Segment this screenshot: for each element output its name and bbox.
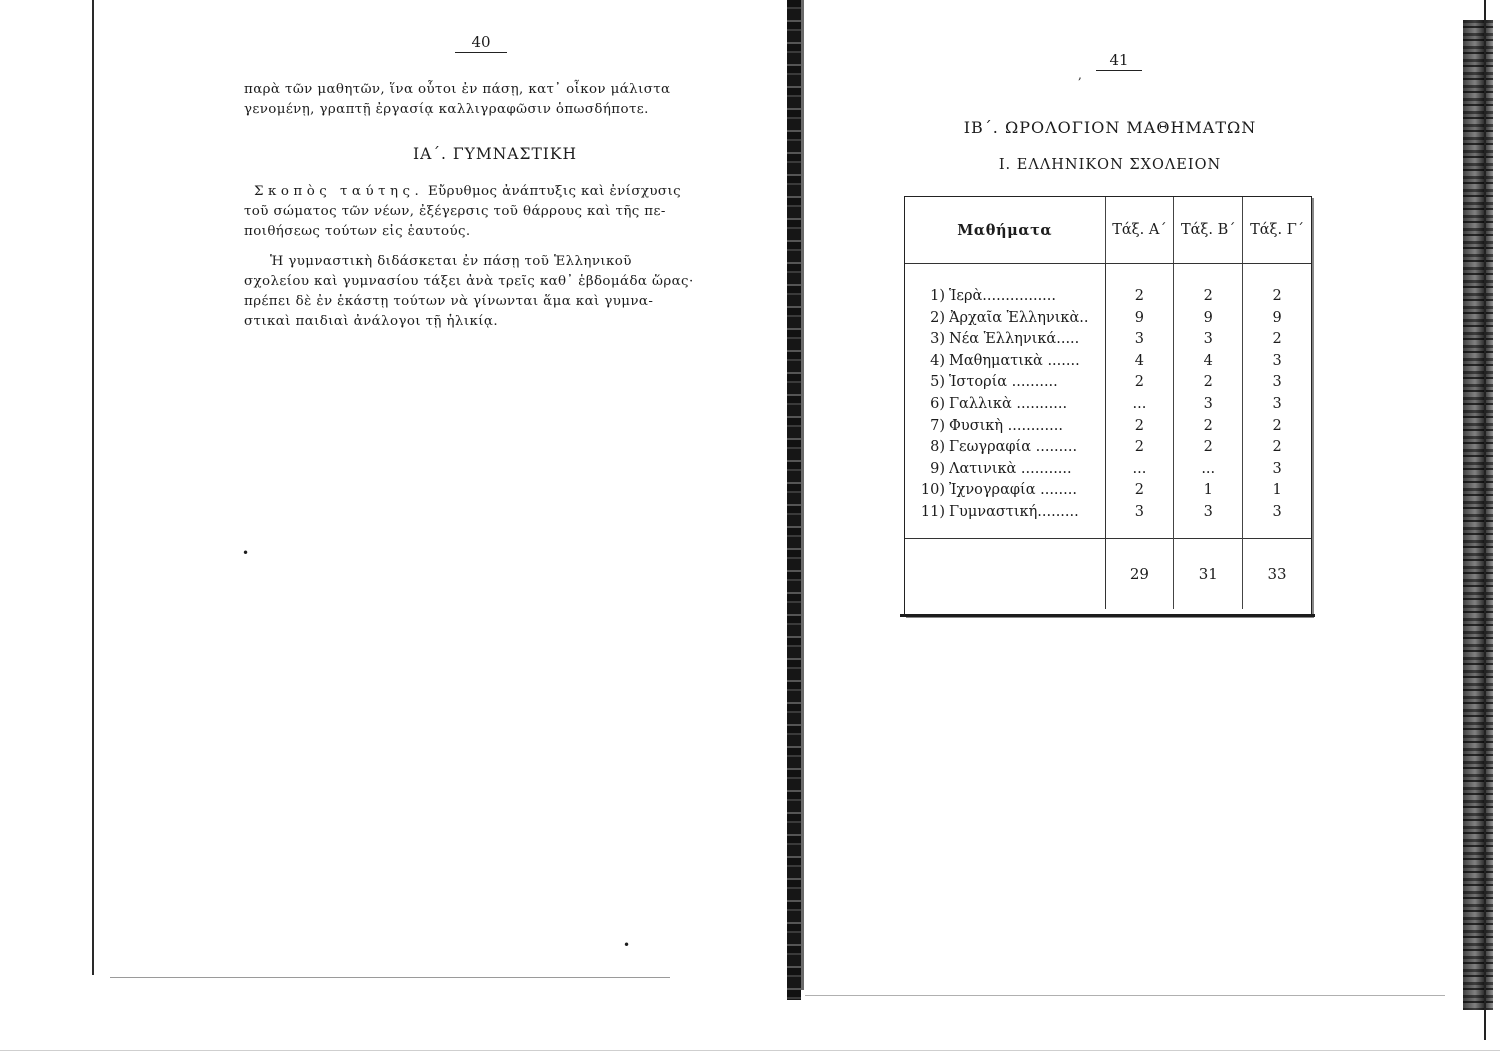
subject-number: 11) (920, 503, 945, 520)
text-line: Ἡ γυμναστικὴ διδάσκεται ἐν πάσῃ τοῦ Ἑλληνικοῦ (270, 254, 632, 269)
right-page-bottom-edge (805, 995, 1445, 996)
hours-cell: 3 (1272, 374, 1282, 391)
subject-name: Ἰχνογραφία ........ (949, 482, 1077, 499)
left-page-bottom-edge (110, 977, 670, 978)
timetable (904, 196, 1312, 616)
page-number-left (455, 33, 507, 53)
subject-name: Γαλλικὰ ........... (949, 395, 1068, 412)
hours-cell: 4 (1134, 352, 1145, 369)
hours-cell: 3 (1134, 503, 1145, 520)
subject-row (905, 353, 1105, 375)
section-heading: ΙΑ΄. ΓΥΜΝΑΣΤΙΚΗ (412, 145, 578, 163)
text-line (244, 182, 706, 202)
paragraph-gymnastics (244, 252, 706, 332)
page-number-right (1096, 51, 1142, 71)
paragraph-purpose (244, 182, 706, 242)
class-c-column (1243, 264, 1311, 542)
subject-row (905, 418, 1105, 440)
ink-speck: • (623, 938, 631, 952)
subject-name: Νέα Ἑλληνικά..... (949, 331, 1080, 348)
total-class-c: 33 (1267, 565, 1287, 583)
subject-number: 5) (930, 374, 945, 391)
page-number-text: 41 (1109, 51, 1129, 69)
hours-cell: 3 (1203, 395, 1213, 412)
subject-number: 2) (930, 309, 945, 326)
subject-number: 10) (920, 482, 945, 499)
totals-blank-cell (905, 539, 1106, 609)
hours-cell: 9 (1272, 309, 1282, 326)
left-page-edge (92, 0, 94, 975)
hours-cell: 3 (1272, 460, 1282, 477)
hours-cell: 2 (1203, 439, 1213, 456)
text-line: τοῦ σώματος τῶν νέων, ἐξέγερσις τοῦ θάρρους καὶ τῆς πε- (244, 204, 666, 219)
page-subtitle: Ι. ΕΛΛΗΝΙΚΟΝ ΣΧΟΛΕΙΟΝ (998, 157, 1222, 173)
subject-number: 7) (930, 417, 945, 434)
hours-cell: ... (1132, 395, 1147, 412)
hours-cell: 2 (1203, 374, 1213, 391)
header-class-a: Τάξ. Α΄ (1106, 197, 1175, 263)
hours-cell: 2 (1134, 482, 1145, 499)
hours-cell: 2 (1134, 417, 1145, 434)
page-number-rule (1096, 70, 1142, 71)
subject-name: Φυσικὴ ............ (949, 417, 1063, 434)
scan-bottom-edge (0, 1050, 1500, 1051)
subject-row (905, 374, 1105, 396)
hours-cell: 3 (1272, 395, 1282, 412)
text-line: παρὰ τῶν μαθητῶν, ἵνα οὗτοι ἐν πάσῃ, κατ᾽ οἶκον μάλιστα (244, 82, 671, 97)
hours-cell: 2 (1272, 417, 1282, 434)
subject-number: 6) (930, 395, 945, 412)
class-b-column (1174, 264, 1243, 542)
page-number-rule (455, 52, 507, 53)
hours-cell: 2 (1203, 288, 1213, 304)
text-line: ποιθήσεως τούτων εἰς ἑαυτούς. (244, 224, 471, 239)
hours-cell: 9 (1134, 309, 1145, 326)
subject-row (905, 396, 1105, 418)
total-class-a: 29 (1106, 539, 1175, 609)
subject-name: Μαθηματικὰ ....... (949, 352, 1080, 369)
hours-cell: 2 (1272, 288, 1282, 304)
hours-cell: 4 (1203, 352, 1213, 369)
right-page-edge-line (1484, 0, 1486, 1040)
page-number-text: 40 (471, 33, 491, 51)
hours-cell: 2 (1272, 331, 1282, 348)
hours-cell: 2 (1134, 439, 1145, 456)
subject-number: 9) (930, 460, 945, 477)
page-title: ΙΒ΄. ΩΡΟΛΟΓΙΟΝ ΜΑΘΗΜΑΤΩΝ (963, 118, 1257, 137)
hours-cell: 3 (1203, 503, 1213, 520)
text-line: πρέπει δὲ ἐν ἑκάστῃ τούτων νὰ γίνωνται ἅμα καὶ γυμνα- (244, 294, 654, 309)
timetable-bottom-rule (900, 614, 1315, 617)
subject-number: 8) (930, 439, 945, 456)
subject-name: Λατινικὰ ........... (949, 460, 1072, 477)
header-class-b: Τάξ. Β΄ (1174, 197, 1243, 263)
book-spine-shadow (801, 0, 804, 990)
timetable-header (905, 197, 1311, 264)
hours-cell: 1 (1272, 482, 1282, 499)
hours-cell: ... (1201, 460, 1216, 477)
ink-speck: , (1078, 68, 1082, 82)
subject-number: 4) (930, 352, 945, 369)
header-class-c: Τάξ. Γ΄ (1250, 222, 1305, 238)
subject-row (905, 439, 1105, 461)
hours-cell: 9 (1203, 309, 1213, 326)
hours-cell: 3 (1272, 503, 1282, 520)
right-page-edge-scan (1463, 20, 1493, 1010)
text-run: Εὔρυθμος ἀνάπτυξις καὶ ἐνίσχυσις (427, 184, 682, 199)
subject-row (905, 482, 1105, 504)
book-spine (787, 0, 801, 1000)
hours-cell: ... (1132, 460, 1147, 477)
text-line: στικαὶ παιδιαὶ ἀνάλογοι τῇ ἡλικίᾳ. (244, 314, 498, 329)
subject-name: Ἀρχαῖα Ἑλληνικὰ.. (949, 309, 1089, 326)
ink-speck: • (242, 546, 250, 560)
class-a-column (1106, 264, 1175, 542)
subject-row (905, 288, 1105, 310)
hours-cell: 2 (1134, 288, 1145, 304)
text-line: γενομένῃ, γραπτῇ ἐργασίᾳ καλλιγραφῶσιν ὁπωσδήποτε. (244, 102, 649, 117)
subject-row (905, 310, 1105, 332)
subject-row (905, 461, 1105, 483)
subject-name: Ἱερὰ................ (949, 288, 1057, 304)
hours-cell: 2 (1272, 439, 1282, 456)
hours-cell: 3 (1203, 331, 1213, 348)
subject-name: Γεωγραφία ......... (949, 439, 1078, 456)
subject-number: 1) (930, 288, 945, 304)
subject-name: Ἱστορία .......... (949, 374, 1058, 391)
hours-cell: 3 (1134, 331, 1145, 348)
hours-cell: 3 (1272, 352, 1282, 369)
subject-row (905, 504, 1105, 526)
intro-paragraph (244, 80, 706, 120)
hours-cell: 2 (1134, 374, 1145, 391)
subject-number: 3) (930, 331, 945, 348)
header-subjects: Μαθήματα (905, 197, 1106, 263)
subject-row (905, 331, 1105, 353)
total-class-b: 31 (1174, 539, 1243, 609)
hours-cell: 1 (1203, 482, 1213, 499)
totals-row (905, 538, 1311, 609)
subjects-column (905, 264, 1106, 542)
paragraph-lead: Σκοπὸς ταύτης. (254, 184, 424, 199)
text-line: σχολείου καὶ γυμνασίου τάξει ἀνὰ τρεῖς καθ᾽ ἑβδομάδα ὥρας· (244, 274, 694, 289)
hours-cell: 2 (1203, 417, 1213, 434)
timetable-body (905, 264, 1311, 542)
subject-name: Γυμναστική......... (949, 503, 1079, 520)
